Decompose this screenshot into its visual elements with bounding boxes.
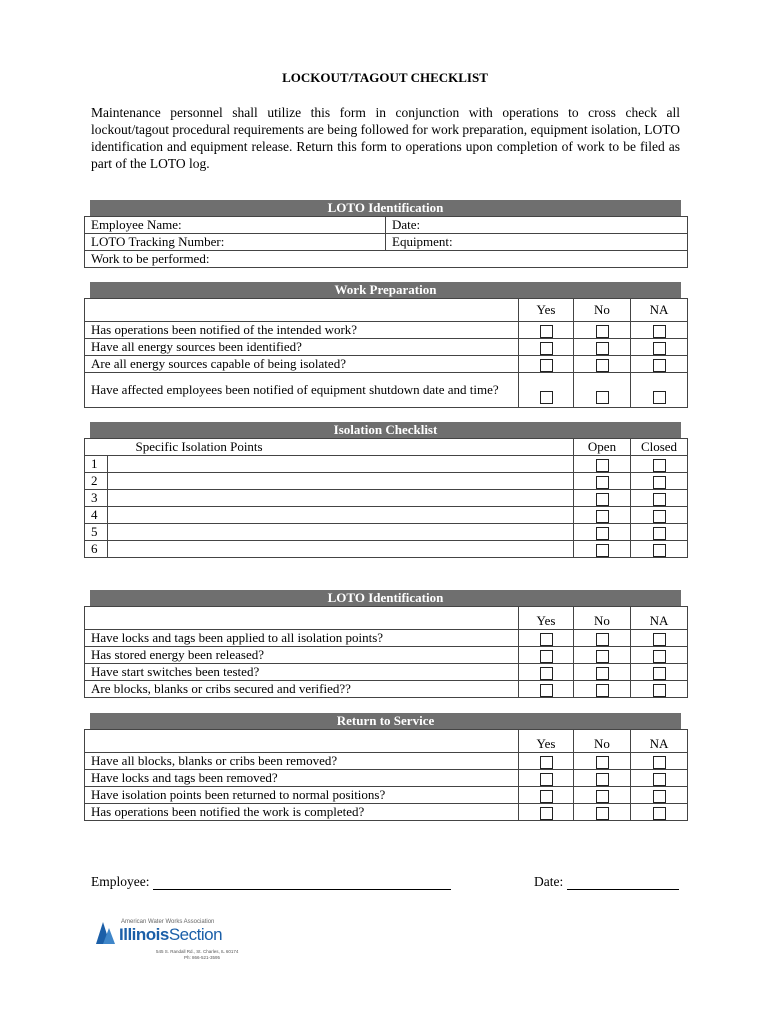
row-number: 5 bbox=[85, 524, 108, 541]
col-na: NA bbox=[631, 730, 688, 753]
work-to-be-performed-field[interactable]: Work to be performed: bbox=[85, 251, 688, 268]
no-checkbox[interactable] bbox=[596, 391, 609, 404]
isolation-checklist-header: Isolation Checklist bbox=[90, 422, 681, 438]
row-number: 2 bbox=[85, 473, 108, 490]
na-checkbox[interactable] bbox=[653, 756, 666, 769]
question: Have locks and tags been applied to all isolation points? bbox=[85, 630, 519, 647]
employee-signature bbox=[91, 874, 451, 890]
no-checkbox[interactable] bbox=[596, 756, 609, 769]
table-row bbox=[85, 373, 688, 408]
logo-name-section: Section bbox=[168, 925, 223, 944]
na-checkbox[interactable] bbox=[653, 667, 666, 680]
open-checkbox[interactable] bbox=[596, 510, 609, 523]
date-field[interactable]: Date: bbox=[386, 217, 688, 234]
na-checkbox[interactable] bbox=[653, 391, 666, 404]
yes-checkbox[interactable] bbox=[540, 325, 553, 338]
open-checkbox[interactable] bbox=[596, 493, 609, 506]
yes-checkbox[interactable] bbox=[540, 684, 553, 697]
closed-checkbox[interactable] bbox=[653, 476, 666, 489]
row-number: 1 bbox=[85, 456, 108, 473]
yes-checkbox[interactable] bbox=[540, 756, 553, 769]
employee-name-field[interactable]: Employee Name: bbox=[85, 217, 386, 234]
open-checkbox[interactable] bbox=[596, 459, 609, 472]
table-row bbox=[85, 322, 688, 339]
table-row bbox=[85, 681, 688, 698]
awwa-illinois-logo bbox=[92, 916, 242, 966]
yes-checkbox[interactable] bbox=[540, 790, 553, 803]
na-checkbox[interactable] bbox=[653, 650, 666, 663]
no-checkbox[interactable] bbox=[596, 807, 609, 820]
logo-phone: Ph: 866-521-3595 bbox=[184, 955, 221, 960]
col-no: No bbox=[574, 730, 631, 753]
open-checkbox[interactable] bbox=[596, 527, 609, 540]
table-row bbox=[85, 507, 688, 524]
isolation-checklist-table bbox=[84, 438, 688, 558]
col-yes: Yes bbox=[519, 607, 574, 630]
yes-checkbox[interactable] bbox=[540, 807, 553, 820]
return-to-service-header: Return to Service bbox=[90, 713, 681, 729]
table-row bbox=[85, 804, 688, 821]
na-checkbox[interactable] bbox=[653, 325, 666, 338]
na-checkbox[interactable] bbox=[653, 633, 666, 646]
table-row bbox=[85, 524, 688, 541]
question: Have all blocks, blanks or cribs been removed? bbox=[85, 753, 519, 770]
table-row bbox=[85, 541, 688, 558]
intro-text: Maintenance personnel shall utilize this form in conjunction with operations to cross check all lockout/tagout procedural requirements are being followed for work preparation, equipment isolation, LOTO identification and equipment release. Return this form to operations upon completion of work to be filed as part of the LOTO log. bbox=[91, 105, 680, 171]
question: Have isolation points been returned to normal positions? bbox=[85, 787, 519, 804]
yes-checkbox[interactable] bbox=[540, 667, 553, 680]
table-row bbox=[85, 473, 688, 490]
table-row bbox=[85, 647, 688, 664]
yes-checkbox[interactable] bbox=[540, 773, 553, 786]
col-no: No bbox=[574, 607, 631, 630]
row-number: 3 bbox=[85, 490, 108, 507]
employee-label: Employee: bbox=[91, 874, 150, 889]
yes-checkbox[interactable] bbox=[540, 342, 553, 355]
col-open: Open bbox=[574, 439, 631, 456]
loto-verification-table bbox=[84, 606, 688, 698]
question: Have start switches been tested? bbox=[85, 664, 519, 681]
page-title: LOCKOUT/TAGOUT CHECKLIST bbox=[282, 70, 488, 85]
table-row bbox=[85, 339, 688, 356]
table-row bbox=[85, 787, 688, 804]
na-checkbox[interactable] bbox=[653, 790, 666, 803]
na-checkbox[interactable] bbox=[653, 359, 666, 372]
table-row bbox=[85, 664, 688, 681]
table-row bbox=[85, 490, 688, 507]
question: Has stored energy been released? bbox=[85, 647, 519, 664]
isolation-point-field[interactable] bbox=[108, 541, 574, 558]
work-preparation-table bbox=[84, 298, 688, 408]
no-checkbox[interactable] bbox=[596, 790, 609, 803]
na-checkbox[interactable] bbox=[653, 773, 666, 786]
table-row bbox=[85, 770, 688, 787]
closed-checkbox[interactable] bbox=[653, 527, 666, 540]
isolation-point-field[interactable] bbox=[108, 524, 574, 541]
yes-checkbox[interactable] bbox=[540, 650, 553, 663]
closed-checkbox[interactable] bbox=[653, 510, 666, 523]
date-label: Date: bbox=[534, 874, 564, 889]
yes-checkbox[interactable] bbox=[540, 633, 553, 646]
no-checkbox[interactable] bbox=[596, 773, 609, 786]
no-checkbox[interactable] bbox=[596, 342, 609, 355]
row-number: 6 bbox=[85, 541, 108, 558]
date-signature bbox=[534, 874, 679, 890]
question: Are all energy sources capable of being isolated? bbox=[85, 356, 519, 373]
open-checkbox[interactable] bbox=[596, 544, 609, 557]
no-checkbox[interactable] bbox=[596, 667, 609, 680]
col-yes: Yes bbox=[519, 730, 574, 753]
yes-checkbox[interactable] bbox=[540, 359, 553, 372]
closed-checkbox[interactable] bbox=[653, 544, 666, 557]
return-to-service-table bbox=[84, 729, 688, 821]
closed-checkbox[interactable] bbox=[653, 459, 666, 472]
no-checkbox[interactable] bbox=[596, 325, 609, 338]
yes-checkbox[interactable] bbox=[540, 391, 553, 404]
na-checkbox[interactable] bbox=[653, 684, 666, 697]
row-number: 4 bbox=[85, 507, 108, 524]
col-na: NA bbox=[631, 607, 688, 630]
table-row bbox=[85, 753, 688, 770]
open-checkbox[interactable] bbox=[596, 476, 609, 489]
isolation-point-field[interactable] bbox=[108, 507, 574, 524]
tracking-number-field[interactable]: LOTO Tracking Number: bbox=[85, 234, 386, 251]
loto-identification-table bbox=[84, 216, 688, 268]
table-row bbox=[85, 356, 688, 373]
col-closed: Closed bbox=[631, 439, 688, 456]
loto-verification-header: LOTO Identification bbox=[90, 590, 681, 606]
isolation-point-field[interactable] bbox=[108, 490, 574, 507]
question: Have all energy sources been identified? bbox=[85, 339, 519, 356]
isolation-point-field[interactable] bbox=[108, 473, 574, 490]
logo-address: 545 S. Randall Rd., St. Charles, IL 60174 bbox=[156, 949, 239, 954]
equipment-field[interactable]: Equipment: bbox=[386, 234, 688, 251]
table-row bbox=[85, 456, 688, 473]
employee-signature-line[interactable] bbox=[153, 889, 451, 890]
loto-identification-header: LOTO Identification bbox=[90, 200, 681, 216]
col-yes: Yes bbox=[519, 299, 574, 322]
col-na: NA bbox=[631, 299, 688, 322]
logo-org: American Water Works Association bbox=[121, 919, 215, 925]
isolation-point-field[interactable] bbox=[108, 456, 574, 473]
isolation-points-header: Specific Isolation Points bbox=[108, 439, 574, 456]
no-checkbox[interactable] bbox=[596, 684, 609, 697]
question: Has operations been notified the work is completed? bbox=[85, 804, 519, 821]
question: Has operations been notified of the intended work? bbox=[85, 322, 519, 339]
col-no: No bbox=[574, 299, 631, 322]
no-checkbox[interactable] bbox=[596, 633, 609, 646]
question: Are blocks, blanks or cribs secured and verified?? bbox=[85, 681, 519, 698]
date-signature-line[interactable] bbox=[567, 889, 679, 890]
closed-checkbox[interactable] bbox=[653, 493, 666, 506]
work-preparation-header: Work Preparation bbox=[90, 282, 681, 298]
na-checkbox[interactable] bbox=[653, 807, 666, 820]
question: Have locks and tags been removed? bbox=[85, 770, 519, 787]
table-row bbox=[85, 630, 688, 647]
question: Have affected employees been notified of equipment shutdown date and time? bbox=[85, 373, 519, 408]
na-checkbox[interactable] bbox=[653, 342, 666, 355]
no-checkbox[interactable] bbox=[596, 650, 609, 663]
no-checkbox[interactable] bbox=[596, 359, 609, 372]
logo-name-illinois: Illinois bbox=[119, 925, 169, 944]
